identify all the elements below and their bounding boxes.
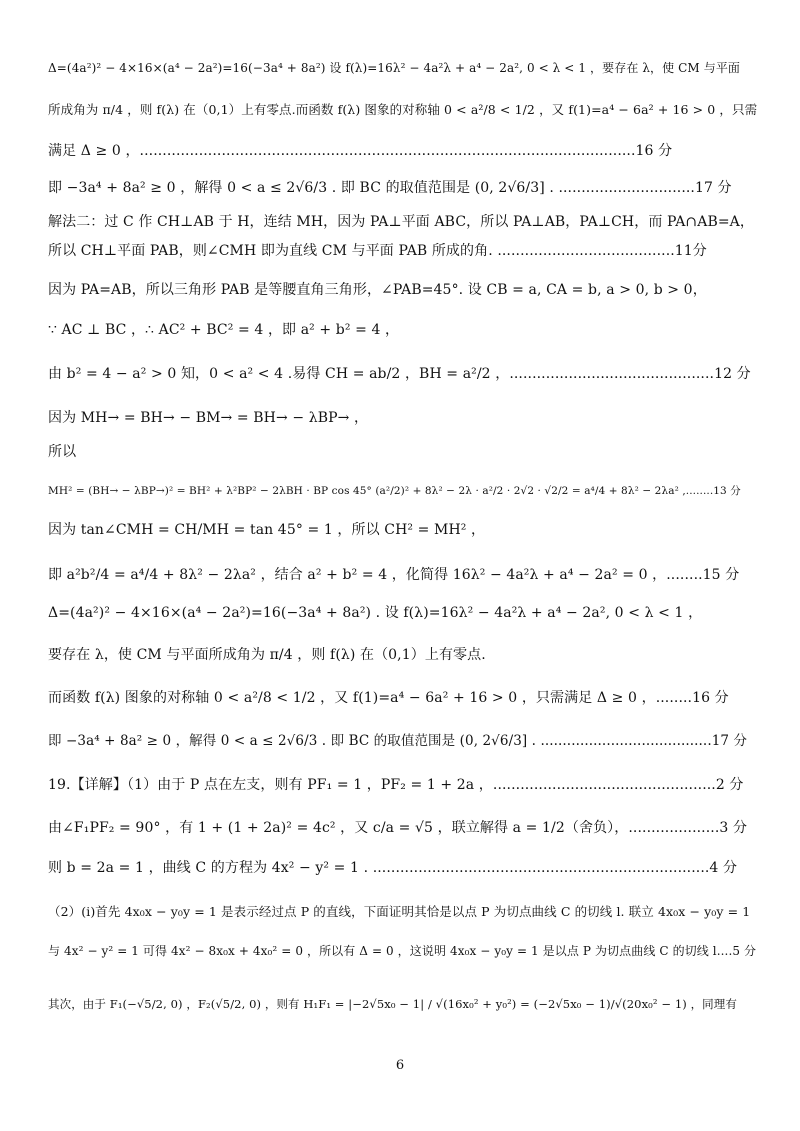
text-line: 解法二：过 C 作 CH⊥AB 于 H，连结 MH，因为 PA⊥平面 ABC，所以 PA⊥AB，PA⊥CH，而 PA∩AB=A， xyxy=(48,214,754,230)
text-line: 因为 PA=AB，所以三角形 PAB 是等腰直角三角形，∠PAB=45°. 设 CB = a, CA = b, a > 0, b > 0， xyxy=(48,282,707,298)
page-number: 6 xyxy=(395,1058,405,1073)
text-line: 由 b² = 4 − a² > 0 知，0 < a² < 4 .易得 CH = ab/2 ，BH = a²/2 ，.............................................12 分 xyxy=(48,366,751,382)
text-line: （2）(i)首先 4x₀x − y₀y = 1 是表示经过点 P 的直线，下面证明其恰是以点 P 为切点曲线 C 的切线 l. 联立 4x₀x − y₀y = 1 xyxy=(48,904,751,919)
text-line: 所成角为 π/4 ，则 f(λ) 在（0,1）上有零点.而函数 f(λ) 图象的对称轴 0 < a²/8 < 1/2 ，又 f(1)=a⁴ − 6a² + 16 > 0 ，只需 xyxy=(48,102,758,117)
text-line: 则 b = 2a = 1 ，曲线 C 的方程为 4x² − y² = 1 . ..........................................................................4 分 xyxy=(48,860,738,876)
text-line: Δ=(4a²)² − 4×16×(a⁴ − 2a²)=16(−3a⁴ + 8a²) . 设 f(λ)=16λ² − 4a²λ + a⁴ − 2a², 0 < λ < 1 ， xyxy=(48,605,703,621)
text-line: 所以 CH⊥平面 PAB，则∠CMH 即为直线 CM 与平面 PAB 所成的角. .......................................11分 xyxy=(48,243,707,259)
text-line: 即 −3a⁴ + 8a² ≥ 0 ，解得 0 < a ≤ 2√6/3 . 即 BC 的取值范围是 (0, 2√6/3] . ..............................17 分 xyxy=(48,180,732,196)
text-line: 与 4x² − y² = 1 可得 4x² − 8x₀x + 4x₀² = 0 ，所以有 Δ = 0 ，这说明 4x₀x − y₀y = 1 是以点 P 为切点曲线 C 的切线 l....5 分 xyxy=(48,944,757,958)
text-line: 而函数 f(λ) 图象的对称轴 0 < a²/8 < 1/2 ，又 f(1)=a⁴ − 6a² + 16 > 0 ，只需满足 Δ ≥ 0 ，........16 分 xyxy=(48,690,729,706)
text-line: Δ=(4a²)² − 4×16×(a⁴ − 2a²)=16(−3a⁴ + 8a²) 设 f(λ)=16λ² − 4a²λ + a⁴ − 2a², 0 < λ < 1 ，要存在 λ，使 CM 与平面 xyxy=(48,61,741,75)
text-line: 19.【详解】（1）由于 P 点在左支，则有 PF₁ = 1 ，PF₂ = 1 + 2a ，.................................................2 分 xyxy=(48,777,744,793)
text-line: 由∠F₁PF₂ = 90° ，有 1 + (1 + 2a)² = 4c² ，又 c/a = √5 ，联立解得 a = 1/2（舍负），....................3 分 xyxy=(48,820,748,836)
text-line: 即 −3a⁴ + 8a² ≥ 0 ，解得 0 < a ≤ 2√6/3 . 即 BC 的取值范围是 (0, 2√6/3] . .......................................17 分 xyxy=(48,733,748,749)
text-line: 要存在 λ，使 CM 与平面所成角为 π/4 ，则 f(λ) 在（0,1）上有零点. xyxy=(48,647,486,663)
text-line: 因为 MH→ = BH→ − BM→ = BH→ − λBP→ ， xyxy=(48,410,369,426)
text-line: 因为 tan∠CMH = CH/MH = tan 45° = 1 ，所以 CH² = MH² ， xyxy=(48,522,486,538)
text-line: 满足 Δ ≥ 0 ，.............................................................................................................16 分 xyxy=(48,143,673,159)
text-line: 即 a²b²/4 = a⁴/4 + 8λ² − 2λa² ，结合 a² + b² = 4 ，化简得 16λ² − 4a²λ + a⁴ − 2a² = 0 ，........15 分 xyxy=(48,567,740,583)
text-line: MH² = (BH→ − λBP→)² = BH² + λ²BP² − 2λBH · BP cos 45° (a²/2)² + 8λ² − 2λ · a²/2 · 2√2 · √2/2 = a⁴/4 + 8λ² − 2λa² ,........13 分 xyxy=(48,485,741,497)
text-line: 其次，由于 F₁(−√5/2, 0) ，F₂(√5/2, 0) ，则有 H₁F₁ = |−2√5x₀ − 1| / √(16x₀² + y₀²) = (−2√5x₀ − 1)/√(20x₀² − 1) ，同理有 xyxy=(48,997,737,1011)
text-line: ∵ AC ⊥ BC ，∴ AC² + BC² = 4 ，即 a² + b² = 4 ， xyxy=(48,322,400,338)
text-line: 所以 xyxy=(48,444,77,460)
